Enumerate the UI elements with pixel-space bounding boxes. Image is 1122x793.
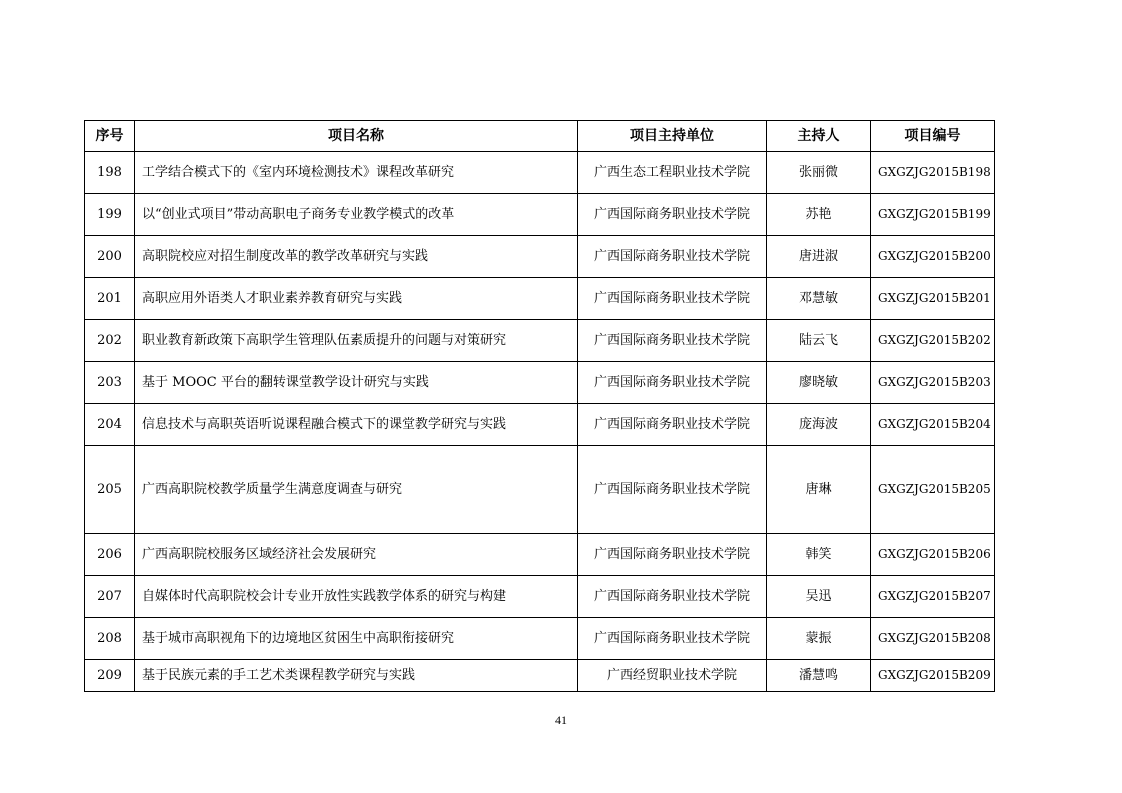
table-row	[85, 236, 995, 278]
row-host-unit: 广西国际商务职业技术学院	[578, 534, 767, 576]
table-row	[85, 404, 995, 446]
row-project-name: 高职应用外语类人才职业素养教育研究与实践	[135, 278, 578, 320]
header-seq: 序号	[85, 121, 135, 152]
row-host-unit: 广西国际商务职业技术学院	[578, 236, 767, 278]
row-seq: 199	[85, 194, 135, 236]
table-row	[85, 320, 995, 362]
row-host-person: 潘慧鸣	[767, 660, 871, 692]
row-project-code: GXGZJG2015B207	[871, 576, 995, 618]
row-project-name: 基于 MOOC 平台的翻转课堂教学设计研究与实践	[135, 362, 578, 404]
row-host-person: 庞海波	[767, 404, 871, 446]
header-project-code: 项目编号	[871, 121, 995, 152]
row-project-name: 工学结合模式下的《室内环境检测技术》课程改革研究	[135, 152, 578, 194]
row-seq: 201	[85, 278, 135, 320]
row-project-name: 高职院校应对招生制度改革的教学改革研究与实践	[135, 236, 578, 278]
row-host-person: 廖晓敏	[767, 362, 871, 404]
row-seq: 205	[85, 446, 135, 534]
row-host-unit: 广西国际商务职业技术学院	[578, 320, 767, 362]
row-host-unit: 广西国际商务职业技术学院	[578, 576, 767, 618]
row-host-unit: 广西国际商务职业技术学院	[578, 404, 767, 446]
row-host-unit: 广西国际商务职业技术学院	[578, 618, 767, 660]
row-project-code: GXGZJG2015B208	[871, 618, 995, 660]
row-project-name: 职业教育新政策下高职学生管理队伍素质提升的问题与对策研究	[135, 320, 578, 362]
table-row	[85, 534, 995, 576]
row-seq: 202	[85, 320, 135, 362]
row-project-code: GXGZJG2015B202	[871, 320, 995, 362]
row-host-unit: 广西国际商务职业技术学院	[578, 446, 767, 534]
row-project-name: 基于城市高职视角下的边境地区贫困生中高职衔接研究	[135, 618, 578, 660]
row-project-code: GXGZJG2015B209	[871, 660, 995, 692]
row-project-code: GXGZJG2015B203	[871, 362, 995, 404]
row-host-person: 苏艳	[767, 194, 871, 236]
table-row	[85, 618, 995, 660]
row-seq: 206	[85, 534, 135, 576]
header-host-person: 主持人	[767, 121, 871, 152]
row-seq: 209	[85, 660, 135, 692]
table-row	[85, 446, 995, 534]
row-host-person: 蒙振	[767, 618, 871, 660]
table-row	[85, 576, 995, 618]
table-row	[85, 278, 995, 320]
table-row	[85, 660, 995, 692]
row-project-name: 广西高职院校服务区域经济社会发展研究	[135, 534, 578, 576]
row-seq: 200	[85, 236, 135, 278]
row-host-person: 陆云飞	[767, 320, 871, 362]
header-project-name: 项目名称	[135, 121, 578, 152]
row-project-code: GXGZJG2015B206	[871, 534, 995, 576]
row-seq: 208	[85, 618, 135, 660]
row-project-name: 自媒体时代高职院校会计专业开放性实践教学体系的研究与构建	[135, 576, 578, 618]
header-host-unit: 项目主持单位	[578, 121, 767, 152]
table-row	[85, 362, 995, 404]
row-project-code: GXGZJG2015B199	[871, 194, 995, 236]
table-row	[85, 194, 995, 236]
row-host-person: 张丽微	[767, 152, 871, 194]
row-project-code: GXGZJG2015B198	[871, 152, 995, 194]
row-project-name: 基于民族元素的手工艺术类课程教学研究与实践	[135, 660, 578, 692]
row-project-code: GXGZJG2015B201	[871, 278, 995, 320]
row-seq: 203	[85, 362, 135, 404]
row-host-person: 唐进淑	[767, 236, 871, 278]
row-project-code: GXGZJG2015B204	[871, 404, 995, 446]
row-host-unit: 广西经贸职业技术学院	[578, 660, 767, 692]
row-host-person: 韩笑	[767, 534, 871, 576]
table-header-row	[85, 121, 995, 152]
row-seq: 204	[85, 404, 135, 446]
row-host-person: 唐琳	[767, 446, 871, 534]
row-project-name: 以“创业式项目”带动高职电子商务专业教学模式的改革	[135, 194, 578, 236]
table-row	[85, 152, 995, 194]
row-seq: 207	[85, 576, 135, 618]
row-host-unit: 广西生态工程职业技术学院	[578, 152, 767, 194]
row-host-unit: 广西国际商务职业技术学院	[578, 362, 767, 404]
row-host-unit: 广西国际商务职业技术学院	[578, 278, 767, 320]
row-project-code: GXGZJG2015B200	[871, 236, 995, 278]
row-project-code: GXGZJG2015B205	[871, 446, 995, 534]
row-project-name: 广西高职院校教学质量学生满意度调查与研究	[135, 446, 578, 534]
page-number: 41	[555, 713, 567, 727]
row-seq: 198	[85, 152, 135, 194]
row-host-unit: 广西国际商务职业技术学院	[578, 194, 767, 236]
row-project-name: 信息技术与高职英语听说课程融合模式下的课堂教学研究与实践	[135, 404, 578, 446]
project-table	[84, 120, 995, 692]
row-host-person: 吴迅	[767, 576, 871, 618]
row-host-person: 邓慧敏	[767, 278, 871, 320]
